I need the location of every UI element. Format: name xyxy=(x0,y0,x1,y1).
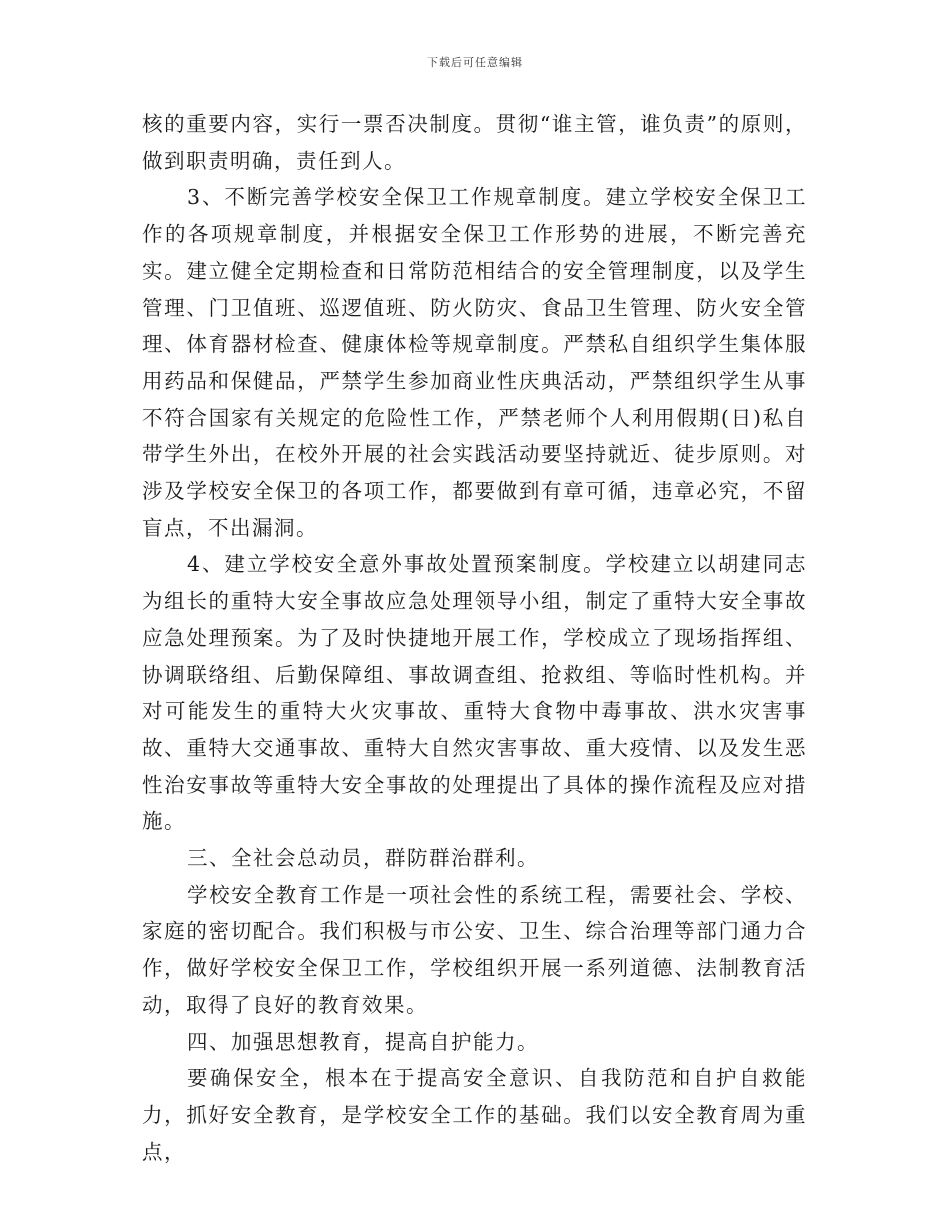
document-body xyxy=(142,106,807,1170)
section-heading: 三、全社会总动员，群防群治群利。 xyxy=(187,846,539,871)
paragraph: 4、建立学校安全意外事故处置预案制度。学校建立以胡建同志为组长的重特大安全事故应急处理领导小组，制定了重特大安全事故应急处理预案。为了及时快捷地开展工作，学校成立了现场指挥组、协调联络组、后勤保障组、事故调查组、抢救组、等临时性机构。并对可能发生的重特大火灾事故、重特大食物中毒事故、洪水灾害事故、重特大交通事故、重特大自然灾害事故、重大疫情、以及发生恶性治安事故等重特大安全事故的处理提出了具体的操作流程及应对措施。 xyxy=(142,552,807,834)
header-note: 下载后可任意编辑 xyxy=(427,56,523,69)
paragraph: 核的重要内容，实行一票否决制度。贯彻“谁主管，谁负责”的原则，做到职责明确，责任到人。 xyxy=(142,112,807,173)
paragraph: 3、不断完善学校安全保卫工作规章制度。建立学校安全保卫工作的各项规章制度，并根据安全保卫工作形势的进展，不断完善充实。建立健全定期检查和日常防范相结合的安全管理制度，以及学生管理、门卫值班、巡逻值班、防火防灾、食品卫生管理、防火安全管理、体育器材检查、健康体检等规章制度。严禁私自组织学生集体服用药品和保健品，严禁学生参加商业性庆典活动，严禁组织学生从事不符合国家有关规定的危险性工作，严禁老师个人利用假期(日)私自带学生外出，在校外开展的社会实践活动要坚持就近、徒步原则。对涉及学校安全保卫的各项工作，都要做到有章可循，违章必究，不留盲点，不出漏洞。 xyxy=(142,185,807,540)
section-heading: 四、加强思想教育，提高自护能力。 xyxy=(187,1029,539,1054)
paragraph: 学校安全教育工作是一项社会性的系统工程，需要社会、学校、家庭的密切配合。我们积极与市公安、卫生、综合治理等部门通力合作，做好学校安全保卫工作，学校组织开展一系列道德、法制教育活动，取得了良好的教育效果。 xyxy=(142,882,807,1017)
paragraph: 要确保安全，根本在于提高安全意识、自我防范和自护自救能力，抓好安全教育，是学校安全工作的基础。我们以安全教育周为重点， xyxy=(142,1066,807,1164)
